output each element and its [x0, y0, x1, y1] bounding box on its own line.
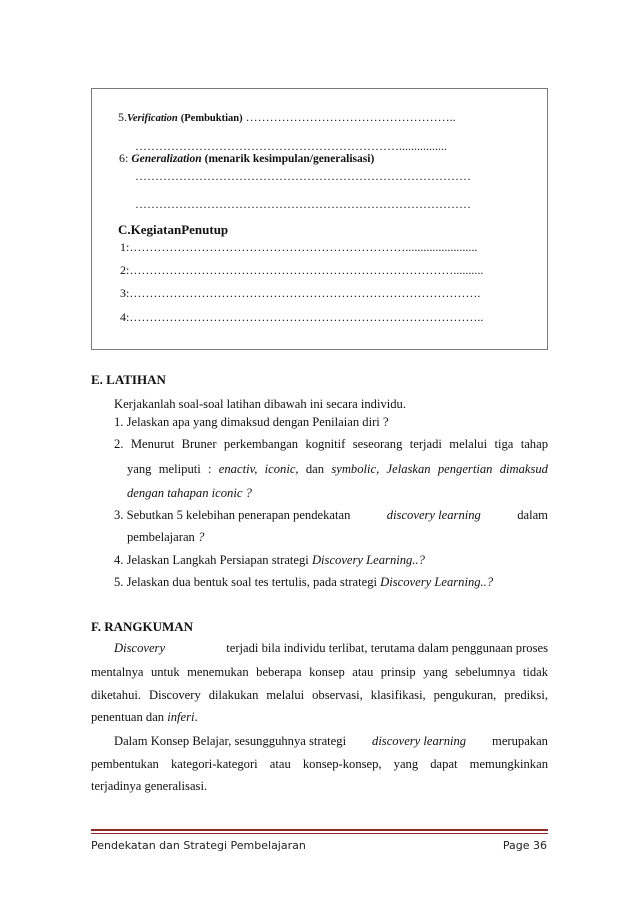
fill-line: ………………………………………………………………………… — [135, 197, 471, 211]
question-2-line-1: 2. Menurut Bruner perkembangan kognitif seseorang terjadi melalui tiga tahap — [114, 437, 548, 451]
question-3-line-2: pembelajaran ? — [127, 530, 205, 544]
summary-p2-line-1: Dalam Konsep Belajar, sesungguhnya strategi discovery learning merupakan — [114, 734, 548, 748]
step-gloss: (menarik kesimpulan/generalisasi) — [204, 153, 375, 165]
closing-item: 1:……………………………………………………………........................ — [120, 240, 478, 254]
page-number: Page 36 — [502, 839, 547, 852]
fill-dots: …………………………………………….. — [245, 110, 456, 124]
summary-p2-line-2: pembentukan kategori-kategori atau konsep-konsep, yang dapat memungkinkan — [91, 757, 548, 771]
fill-line: …………………………………………………………................ — [135, 139, 447, 153]
summary-p1-line-3: diketahui. Discovery dilakukan melalui observasi, klasifikasi, pengukuran, prediksi, — [91, 688, 548, 702]
closing-item: 3:……………………………………………………………………………. — [120, 286, 481, 300]
section-e-title: E. LATIHAN — [91, 372, 166, 387]
generalization-line — [119, 151, 374, 166]
question-1: 1. Jelaskan apa yang dimaksud dengan Penilaian diri ? — [114, 415, 389, 429]
question-4: 4. Jelaskan Langkah Persiapan strategi Discovery Learning..? — [114, 553, 425, 567]
step-term: Generalization — [131, 153, 202, 165]
summary-p2-line-3: terjadinya generalisasi. — [91, 779, 208, 793]
summary-p1-line-4: penentuan dan inferi. — [91, 710, 198, 724]
closing-item: 4:…………………………………………………………………………….. — [120, 310, 484, 324]
section-f-title: F. RANGKUMAN — [91, 619, 194, 634]
summary-p1-line-1: Discovery terjadi bila individu terlibat, terutama dalam penggunaan proses — [114, 641, 548, 655]
question-5: 5. Jelaskan dua bentuk soal tes tertulis, pada strategi Discovery Learning..? — [114, 575, 494, 589]
closing-activity-heading: C.KegiatanPenutup — [118, 222, 229, 237]
summary-p1-line-2: mentalnya untuk menemukan beberapa konsep atau prinsip yang sebelumnya tidak — [91, 665, 548, 679]
question-2-line-3: dengan tahapan iconic ? — [127, 486, 252, 500]
question-3-line-1: 3. Sebutkan 5 kelebihan penerapan pendekatan discovery learning dalam — [114, 508, 548, 522]
footer-rule — [91, 829, 548, 831]
closing-item: 2:……………………………………………………………………….......... — [120, 263, 484, 277]
step-number: 6: — [119, 151, 129, 165]
section-e-intro: Kerjakanlah soal-soal latihan dibawah ini secara individu. — [114, 397, 407, 411]
fill-line: ………………………………………………………………………… — [135, 169, 471, 183]
step-term: Verification — [127, 113, 178, 124]
step-gloss: (Pembuktian) — [180, 113, 243, 124]
step-number: 5. — [118, 110, 127, 124]
footer-book-title: Pendekatan dan Strategi Pembelajaran — [91, 839, 306, 852]
verification-line — [118, 110, 456, 125]
footer-rule-thin — [91, 833, 548, 834]
question-2-line-2: yang meliputi : enactiv, iconic, dan symbolic, Jelaskan pengertian dimaksud — [127, 462, 548, 476]
